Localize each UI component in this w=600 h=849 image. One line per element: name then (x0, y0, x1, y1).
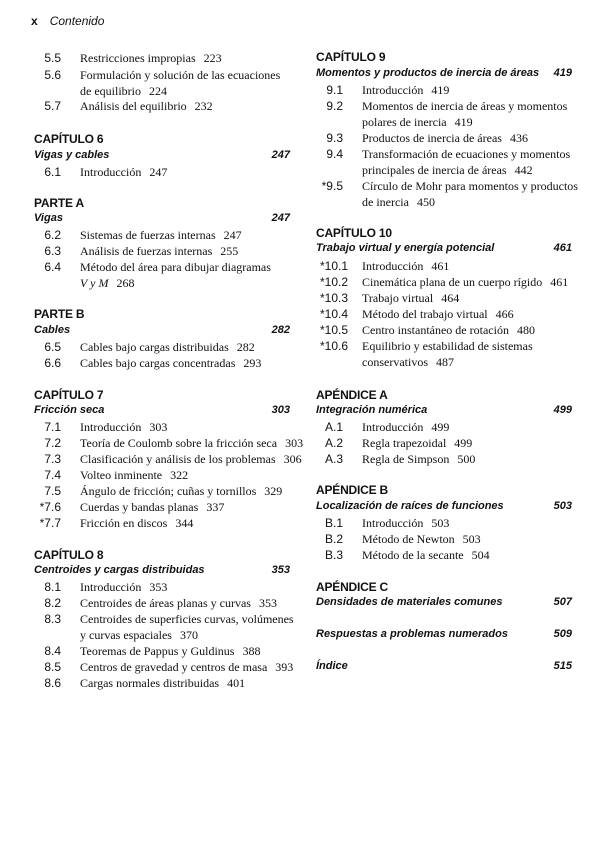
entry-title: Cables bajo cargas distribuidas (80, 340, 229, 354)
entry-number: 7.1 (44, 420, 61, 434)
entry-page: 388 (242, 644, 261, 658)
index-page: 515 (553, 660, 572, 672)
entry-number: *10.4 (319, 307, 348, 321)
appendix-label: APÉNDICE B (316, 483, 389, 497)
entry-title: Cinemática plana de un cuerpo rígido (362, 275, 543, 289)
entry-title-cont: V y M (80, 276, 109, 290)
entry-title: Momentos de inercia de áreas y momentos (362, 99, 568, 113)
entry-title: Método del área para dibujar diagramas (80, 260, 271, 274)
entry-title-cont: principales de inercia de áreas (362, 163, 507, 177)
entry-page: 487 (435, 355, 454, 369)
entry-number: 7.3 (44, 452, 61, 466)
page-number: x (31, 14, 38, 28)
entry-number: *10.2 (319, 275, 348, 289)
entry-page: 401 (227, 676, 246, 690)
entry-title: Productos de inercia de áreas (362, 131, 502, 145)
entry-page: 393 (275, 660, 294, 674)
entry-page: 464 (441, 291, 460, 305)
entry-title: Centroides de superficies curvas, volúmenes (80, 612, 294, 626)
entry-title-cont: de equilibrio (80, 84, 141, 98)
chapter-label: CAPÍTULO 9 (316, 50, 386, 64)
entry-title-cont: polares de inercia (362, 115, 447, 129)
chapter-label: CAPÍTULO 7 (34, 388, 104, 402)
entry-page: 503 (431, 516, 450, 530)
entry-page: 293 (243, 356, 262, 370)
entry-page: 419 (454, 115, 473, 129)
entry-title: Centros de gravedad y centros de masa (80, 660, 268, 674)
entry-title: Introducción (80, 580, 142, 594)
entry-title: Introducción (362, 420, 424, 434)
chapter-page: 247 (271, 149, 290, 161)
entry-number: 8.6 (44, 676, 61, 690)
entry-number: 9.4 (326, 147, 343, 161)
entry-title: Introducción (362, 259, 424, 273)
entry-page: 322 (170, 468, 189, 482)
entry-number: *10.5 (319, 323, 348, 337)
entry-page: 337 (206, 500, 225, 514)
entry-page: 500 (457, 452, 476, 466)
entry-title: Introducción (362, 83, 424, 97)
entry-title: Cuerdas y bandas planas (80, 500, 199, 514)
entry-title: Método de Newton (362, 532, 455, 546)
entry-number: 8.2 (44, 596, 61, 610)
entry-page: 466 (495, 307, 514, 321)
entry-number: 7.4 (44, 468, 61, 482)
entry-title: Regla de Simpson (362, 452, 450, 466)
entry-page: 223 (203, 51, 222, 65)
entry-number: 9.1 (326, 83, 343, 97)
entry-page: 303 (149, 420, 168, 434)
entry-number: A.2 (324, 436, 343, 450)
entry-title-cont: de inercia (362, 195, 409, 209)
entry-number: 6.3 (44, 244, 61, 258)
chapter-page: 353 (271, 564, 290, 576)
entry-page: 306 (283, 452, 302, 466)
entry-page: 480 (516, 323, 535, 337)
page-header (31, 14, 104, 29)
entry-number: *10.6 (319, 339, 348, 353)
entry-page: 232 (194, 99, 213, 113)
entry-page: 268 (116, 276, 135, 290)
entry-title: Volteo inminente (80, 468, 163, 482)
entry-number: A.1 (324, 420, 343, 434)
entry-page: 370 (179, 628, 198, 642)
entry-number: 8.1 (44, 580, 61, 594)
entry-title: Fricción en discos (80, 516, 168, 530)
entry-number: B.1 (324, 516, 343, 530)
entry-title: Trabajo virtual (362, 291, 434, 305)
entry-title: Cargas normales distribuidas (80, 676, 220, 690)
entry-title: Centroides de áreas planas y curvas (80, 596, 251, 610)
entry-page: 353 (149, 580, 168, 594)
entry-title: Sistemas de fuerzas internas (80, 228, 216, 242)
entry-number: B.2 (324, 532, 343, 546)
entry-number: 7.5 (44, 484, 61, 498)
entry-number: 8.3 (44, 612, 61, 626)
part-page: 247 (271, 212, 290, 224)
entry-title: Análisis de fuerzas internas (80, 244, 213, 258)
part-label: PARTE B (34, 307, 85, 321)
entry-page: 247 (223, 228, 242, 242)
entry-title: Cables bajo cargas concentradas (80, 356, 236, 370)
entry-number: 9.2 (326, 99, 343, 113)
entry-page: 499 (431, 420, 450, 434)
entry-title: Equilibrio y estabilidad de sistemas (362, 339, 533, 353)
entry-number: 7.2 (44, 436, 61, 450)
entry-page: 329 (264, 484, 283, 498)
entry-page: 255 (220, 244, 239, 258)
entry-page: 419 (431, 83, 450, 97)
chapter-page: 419 (553, 67, 572, 79)
entry-number: 5.7 (44, 99, 61, 113)
entry-title: Restricciones impropias (80, 51, 196, 65)
entry-title: Transformación de ecuaciones y momentos (362, 147, 571, 161)
entry-title: Formulación y solución de las ecuaciones (80, 68, 281, 82)
entry-page: 353 (258, 596, 277, 610)
entry-page: 442 (514, 163, 533, 177)
entry-number: 6.4 (44, 260, 61, 274)
appendix-page: 507 (553, 596, 572, 608)
entry-number: 9.3 (326, 131, 343, 145)
answers-page: 509 (553, 628, 572, 640)
entry-page: 247 (149, 165, 168, 179)
entry-title-cont: y curvas espaciales (80, 628, 172, 642)
appendix-label: APÉNDICE C (316, 580, 389, 594)
entry-title: Círculo de Mohr para momentos y productos (362, 179, 578, 193)
entry-number: *10.3 (319, 291, 348, 305)
appendix-page: 503 (553, 500, 572, 512)
entry-number: 6.6 (44, 356, 61, 370)
entry-title: Análisis del equilibrio (80, 99, 187, 113)
entry-number: *7.6 (39, 500, 61, 514)
entry-title: Introducción (362, 516, 424, 530)
entry-title: Centro instantáneo de rotación (362, 323, 509, 337)
chapter-label: CAPÍTULO 8 (34, 548, 104, 562)
entry-number: 8.5 (44, 660, 61, 674)
entry-number: A.3 (324, 452, 343, 466)
entry-number: 6.5 (44, 340, 61, 354)
entry-number: *10.1 (319, 259, 348, 273)
entry-title: Clasificación y análisis de los problemas (80, 452, 276, 466)
chapter-label: CAPÍTULO 6 (34, 132, 104, 146)
entry-page: 461 (550, 275, 569, 289)
entry-page: 224 (148, 84, 167, 98)
entry-page: 461 (431, 259, 450, 273)
entry-page: 499 (454, 436, 473, 450)
appendix-label: APÉNDICE A (316, 388, 388, 402)
entry-title: Regla trapezoidal (362, 436, 447, 450)
entry-page: 450 (416, 195, 435, 209)
entry-title: Introducción (80, 165, 142, 179)
entry-number: 8.4 (44, 644, 61, 658)
entry-title: Ángulo de fricción; cuñas y tornillos (80, 484, 257, 498)
part-page: 282 (271, 324, 290, 336)
entry-title: Método del trabajo virtual (362, 307, 488, 321)
entry-title: Introducción (80, 420, 142, 434)
chapter-page: 461 (553, 242, 572, 254)
entry-number: 5.5 (44, 51, 61, 65)
part-label: PARTE A (34, 196, 84, 210)
entry-number: *9.5 (321, 179, 343, 193)
entry-page: 504 (471, 548, 490, 562)
entry-title-cont: conservativos (362, 355, 428, 369)
chapter-label: CAPÍTULO 10 (316, 226, 392, 240)
entry-title: Método de la secante (362, 548, 464, 562)
appendix-page: 499 (553, 404, 572, 416)
entry-number: B.3 (324, 548, 343, 562)
entry-page: 282 (236, 340, 255, 354)
entry-title: Teoría de Coulomb sobre la fricción seca (80, 436, 278, 450)
chapter-page: 303 (271, 404, 290, 416)
entry-page: 303 (285, 436, 304, 450)
entry-page: 436 (509, 131, 528, 145)
entry-number: *7.7 (39, 516, 61, 530)
entry-number: 6.2 (44, 228, 61, 242)
entry-title: Teoremas de Pappus y Guldinus (80, 644, 235, 658)
entry-number: 6.1 (44, 165, 61, 179)
entry-page: 344 (175, 516, 194, 530)
entry-page: 503 (462, 532, 481, 546)
running-title: Contenido (49, 14, 105, 28)
entry-number: 5.6 (44, 68, 61, 82)
